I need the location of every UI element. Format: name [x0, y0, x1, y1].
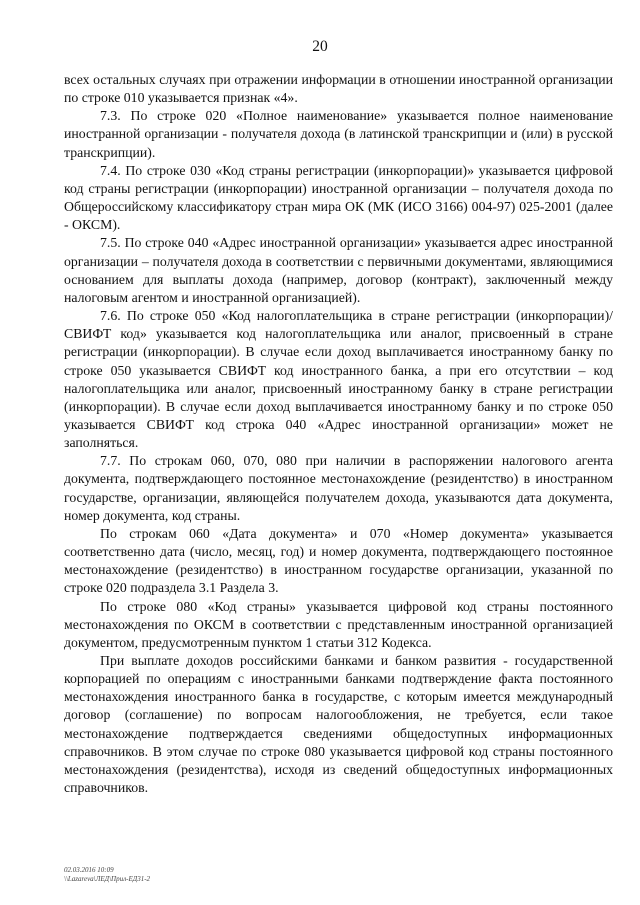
paragraph-banks: При выплате доходов российскими банками и банком развития - государственной корпорацией по операциям с иностранными банками подтверждение факта постоянного местонахождения иностранного банка в государстве, с которым имеется международный договор (соглашение) по вопросам налогообложения, не требуется, если такое местонахождение подтверждается сведениями общедоступных информационных справочников. В этом случае по строке 080 указывается цифровой код страны постоянного местонахождения (резидентства), исходя из сведений общедоступных информационных справочников. [64, 653, 613, 796]
footer-timestamp: 02.03.2016 10:09 [64, 866, 114, 874]
paragraph-7-4: 7.4. По строке 030 «Код страны регистрации (инкорпорации)» указывается цифровой код страны регистрации (инкорпорации) иностранной организации – получателя дохода по Общероссийскому классификатору стран мира ОК (МК (ИСО 3166) 004-97) 025-2001 (далее - ОКСМ). [64, 162, 613, 233]
paragraph-7-7: 7.7. По строкам 060, 070, 080 при наличии в распоряжении налогового агента документа, подтверждающего постоянное местонахождение (резидентство) в иностранном государстве, организации, являющейся получателем дохода, указываются дата документа, номер документа, код страны. [64, 453, 613, 523]
paragraph-7-6: 7.6. По строке 050 «Код налогоплательщика в стране регистрации (инкорпорации)/СВИФТ код» указывается код налогоплательщика или аналог, присвоенный в стране регистрации (инкорпорации). В случае если доход выплачивается иностранному банку по строке 050 указывается СВИФТ код иностранного банка, а при его отсутствии – код налогоплательщика или аналог, присвоенный иностранному банку в стране регистрации (инкорпорации). В случае если доход выплачивается иностранному банку и по строке 050 указывается СВИФТ код строка 040 «Адрес иностранной организации» может не заполняться. [64, 308, 613, 451]
paragraph-7-5: 7.5. По строке 040 «Адрес иностранной организации» указывается адрес иностранной организации – получателя дохода в соответствии с первичными документами, являющимися основанием для выплаты дохода (например, договор (контракт), заключенный между налоговым агентом и иностранной организацией). [64, 235, 613, 305]
file-footer [64, 866, 150, 884]
document-body [64, 71, 613, 797]
paragraph-line-080: По строке 080 «Код страны» указывается цифровой код страны постоянного местонахождения по ОКСМ в соответствии с представленным иностранной организацией документом, предусмотренным пунктом 1 статьи 312 Кодекса. [64, 598, 613, 650]
paragraph-lines-060-070: По строкам 060 «Дата документа» и 070 «Номер документа» указывается соответственно дата (число, месяц, год) и номер документа, подтверждающего постоянное местонахождение (резидентство) в иностранном государстве организации, указанной по строке 020 подраздела 3.1 Раздела 3. [64, 525, 613, 596]
page-number: 20 [312, 38, 328, 55]
paragraph-continuation: всех остальных случаях при отражении информации в отношении иностранной организации по строке 010 указывается признак «4». [64, 72, 613, 106]
footer-file-path: \\Lazareva\ЛЕД\Прил-ЕД31-2 [64, 875, 151, 883]
paragraph-7-3: 7.3. По строке 020 «Полное наименование» указывается полное наименование иностранной организации - получателя дохода (в латинской транскрипции и (или) в русской транскрипции). [64, 108, 613, 160]
